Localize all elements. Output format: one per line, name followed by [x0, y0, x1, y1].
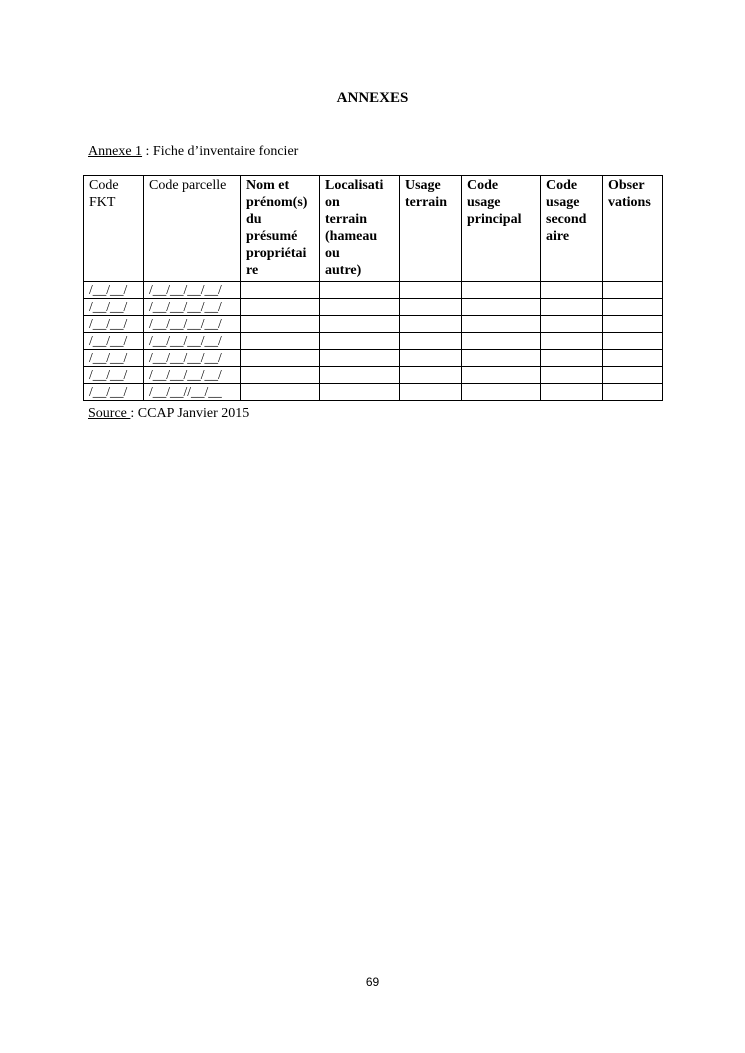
cell-usage-terrain: [400, 384, 462, 401]
header-code-usage-principal: Code usage principal: [462, 176, 541, 282]
cell-code-parcelle: /__/__/__/__/: [144, 333, 241, 350]
cell-usage-terrain: [400, 282, 462, 299]
page-number: 69: [365, 975, 380, 989]
cell-observations: [603, 282, 663, 299]
cell-usage-terrain: [400, 350, 462, 367]
cell-code-usage-secondaire: [541, 333, 603, 350]
cell-nom-prenoms: [241, 367, 320, 384]
cell-code-usage-principal: [462, 333, 541, 350]
table-row: [84, 299, 663, 316]
table-row: [84, 333, 663, 350]
cell-code-parcelle: /__/__//__/__: [144, 384, 241, 401]
cell-code-parcelle: /__/__/__/__/: [144, 367, 241, 384]
cell-nom-prenoms: [241, 384, 320, 401]
cell-code-usage-principal: [462, 367, 541, 384]
cell-observations: [603, 350, 663, 367]
source-line: [88, 406, 249, 422]
annex-caption: [88, 144, 298, 160]
cell-localisation: [320, 316, 400, 333]
header-observations: Obser vations: [603, 176, 663, 282]
cell-code-usage-secondaire: [541, 299, 603, 316]
cell-code-fkt: /__/__/: [84, 384, 144, 401]
cell-observations: [603, 367, 663, 384]
cell-code-fkt: /__/__/: [84, 299, 144, 316]
cell-usage-terrain: [400, 367, 462, 384]
cell-observations: [603, 384, 663, 401]
table-header-row: [84, 176, 663, 282]
cell-code-fkt: /__/__/: [84, 282, 144, 299]
cell-code-fkt: /__/__/: [84, 333, 144, 350]
cell-code-usage-principal: [462, 282, 541, 299]
cell-code-fkt: /__/__/: [84, 367, 144, 384]
page-title: ANNEXES: [336, 90, 409, 106]
header-code-fkt: Code FKT: [84, 176, 144, 282]
table-row: [84, 316, 663, 333]
cell-code-parcelle: /__/__/__/__/: [144, 316, 241, 333]
cell-code-usage-principal: [462, 384, 541, 401]
cell-localisation: [320, 282, 400, 299]
annex-label: Annexe 1: [88, 144, 143, 159]
source-text: : CCAP Janvier 2015: [130, 406, 250, 421]
cell-observations: [603, 299, 663, 316]
cell-observations: [603, 333, 663, 350]
table-row: [84, 350, 663, 367]
table-row: [84, 282, 663, 299]
cell-code-usage-secondaire: [541, 367, 603, 384]
source-label: Source: [88, 406, 131, 421]
cell-code-parcelle: /__/__/__/__/: [144, 282, 241, 299]
cell-code-parcelle: /__/__/__/__/: [144, 350, 241, 367]
cell-usage-terrain: [400, 299, 462, 316]
cell-code-fkt: /__/__/: [84, 350, 144, 367]
table-row: [84, 384, 663, 401]
header-usage-terrain: Usage terrain: [400, 176, 462, 282]
header-code-usage-secondaire: Code usage second aire: [541, 176, 603, 282]
cell-code-usage-secondaire: [541, 316, 603, 333]
cell-code-parcelle: /__/__/__/__/: [144, 299, 241, 316]
cell-code-fkt: /__/__/: [84, 316, 144, 333]
cell-code-usage-secondaire: [541, 282, 603, 299]
header-nom-prenoms: Nom et prénom(s) du présumé propriétai re: [241, 176, 320, 282]
inventory-table: [83, 175, 663, 401]
cell-code-usage-principal: [462, 350, 541, 367]
header-localisation: Localisati on terrain (hameau ou autre): [320, 176, 400, 282]
cell-nom-prenoms: [241, 282, 320, 299]
cell-nom-prenoms: [241, 333, 320, 350]
cell-code-usage-secondaire: [541, 350, 603, 367]
cell-nom-prenoms: [241, 316, 320, 333]
cell-code-usage-principal: [462, 316, 541, 333]
cell-localisation: [320, 350, 400, 367]
table-row: [84, 367, 663, 384]
cell-localisation: [320, 299, 400, 316]
cell-code-usage-principal: [462, 299, 541, 316]
cell-localisation: [320, 384, 400, 401]
annex-text: : Fiche d’inventaire foncier: [142, 144, 299, 159]
cell-observations: [603, 316, 663, 333]
cell-usage-terrain: [400, 333, 462, 350]
cell-localisation: [320, 333, 400, 350]
cell-localisation: [320, 367, 400, 384]
cell-nom-prenoms: [241, 350, 320, 367]
cell-code-usage-secondaire: [541, 384, 603, 401]
cell-usage-terrain: [400, 316, 462, 333]
cell-nom-prenoms: [241, 299, 320, 316]
header-code-parcelle: Code parcelle: [144, 176, 241, 282]
